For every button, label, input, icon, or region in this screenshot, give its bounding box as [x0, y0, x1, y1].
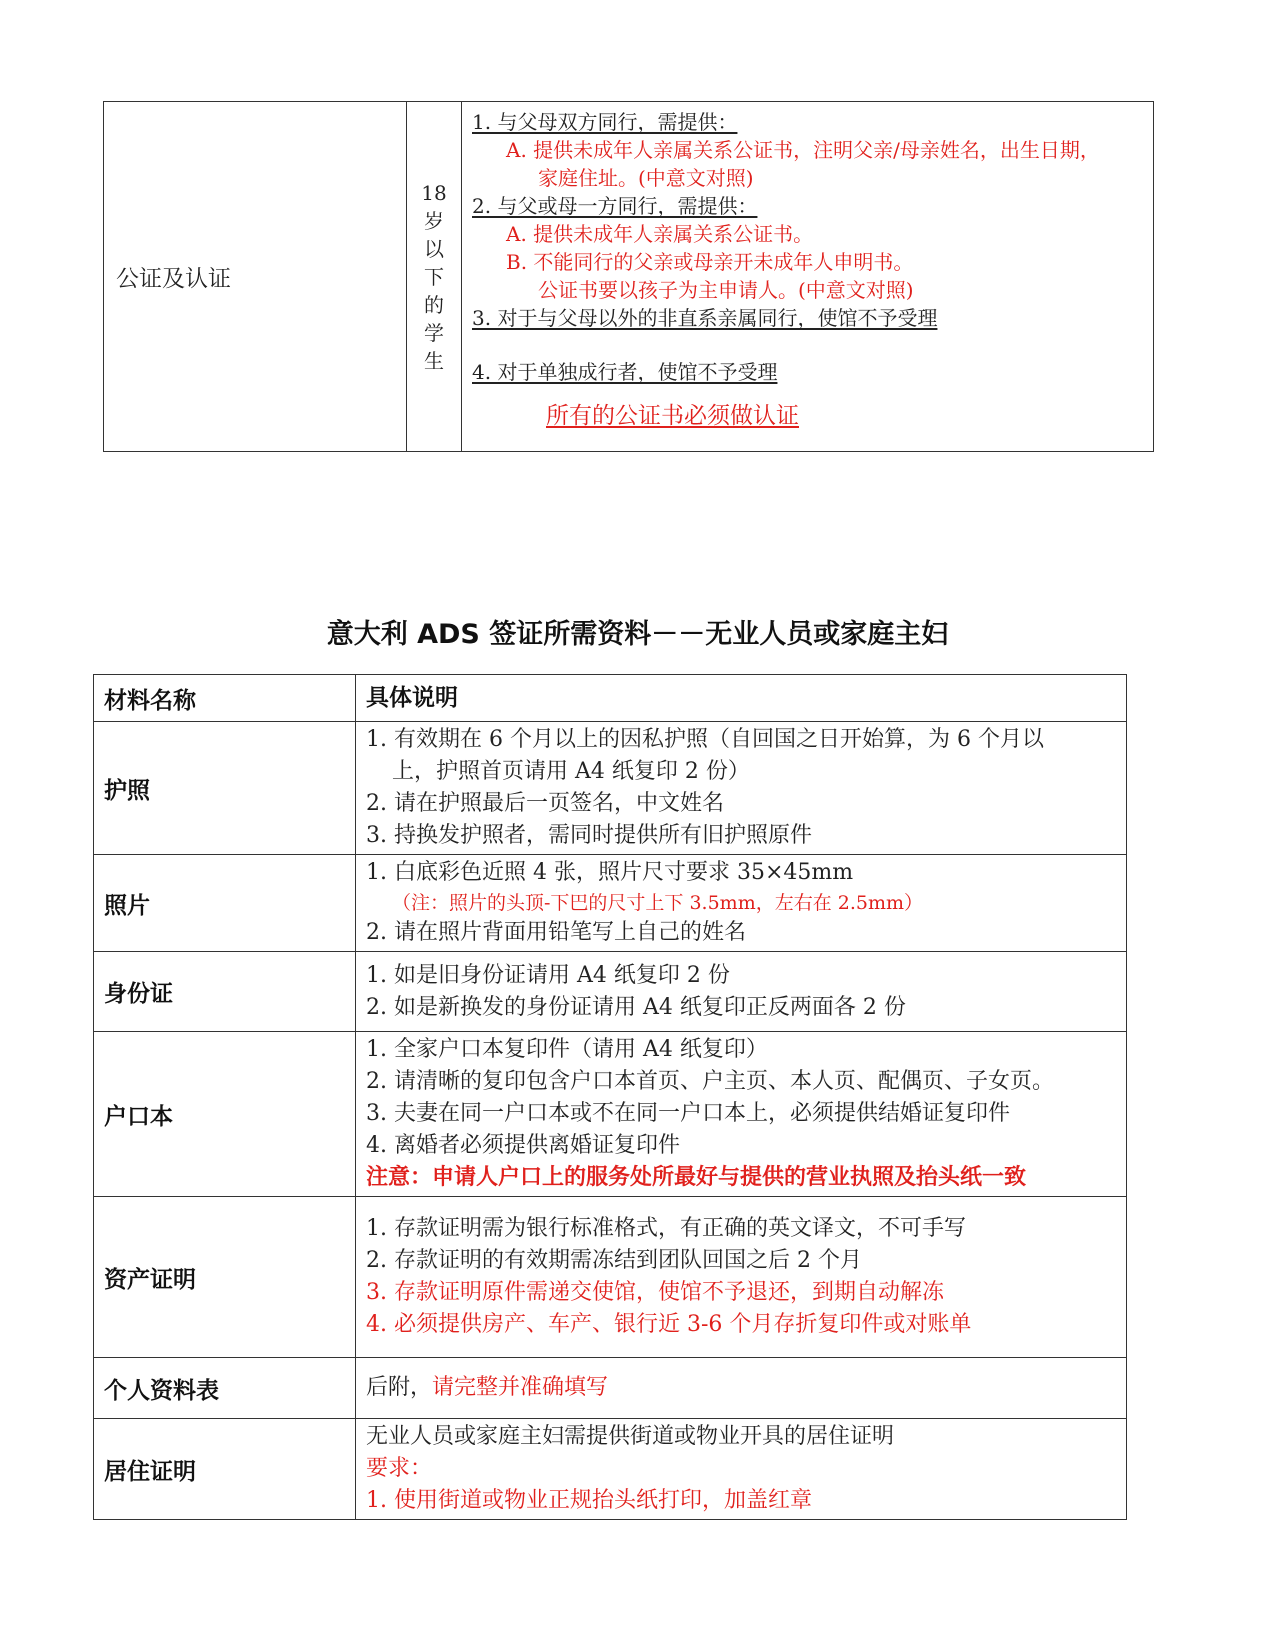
- material-description: [356, 1197, 1127, 1358]
- requirement-item: 1. 与父母双方同行，需提供：: [472, 110, 738, 134]
- desc-warning: 注意：申请人户口上的服务处所最好与提供的营业执照及抬头纸一致: [366, 1165, 1027, 1190]
- table-row: [104, 102, 1154, 452]
- age-group-char: 生: [424, 348, 444, 373]
- desc-line: 1. 使用街道或物业正规抬头纸打印，加盖红章: [366, 1488, 812, 1513]
- requirement-subitem: A. 提供未成年人亲属关系公证书，注明父亲/母亲姓名，出生日期，: [506, 138, 1100, 162]
- header-material-name: 材料名称: [94, 675, 356, 722]
- material-name: 护照: [94, 722, 356, 855]
- table-row: [94, 1358, 1127, 1419]
- requirement-subitem: A. 提供未成年人亲属关系公证书。: [506, 222, 814, 246]
- age-group-char: 学: [424, 320, 444, 345]
- material-description: [356, 722, 1127, 855]
- all-notary-note: 所有的公证书必须做认证: [546, 403, 799, 429]
- materials-table: [93, 674, 1127, 1520]
- category-cell: 公证及认证: [104, 102, 407, 452]
- desc-line: 1. 白底彩色近照 4 张，照片尺寸要求 35×45mm: [366, 860, 854, 885]
- material-description: [356, 1032, 1127, 1197]
- age-group-cell: [407, 102, 462, 452]
- age-group-char: 岁: [424, 208, 444, 233]
- requirement-subitem: B. 不能同行的父亲或母亲开未成年人申明书。: [506, 250, 914, 274]
- desc-line: 1. 如是旧身份证请用 A4 纸复印 2 份: [366, 962, 730, 988]
- material-name: 居住证明: [94, 1419, 356, 1520]
- desc-line: 2. 存款证明的有效期需冻结到团队回国之后 2 个月: [366, 1248, 862, 1273]
- material-description: [356, 1419, 1127, 1520]
- material-description: [356, 1358, 1127, 1419]
- desc-line: 要求：: [366, 1456, 433, 1481]
- requirement-item: 3. 对于与父母以外的非直系亲属同行，使馆不予受理: [472, 306, 938, 330]
- table-row: [94, 722, 1127, 855]
- desc-note: （注：照片的头顶-下巴的尺寸上下 3.5mm，左右在 2.5mm）: [392, 892, 923, 914]
- material-description: [356, 855, 1127, 952]
- desc-line: 2. 请在照片背面用铅笔写上自己的姓名: [366, 920, 746, 945]
- age-group-char: 的: [424, 292, 444, 317]
- requirement-item: 2. 与父或母一方同行，需提供：: [472, 194, 758, 218]
- desc-line: 1. 存款证明需为银行标准格式，有正确的英文译文，不可手写: [366, 1216, 966, 1241]
- page-title: 意大利 ADS 签证所需资料－－无业人员或家庭主妇: [326, 619, 949, 650]
- age-group-char: 下: [424, 264, 444, 289]
- requirement-subitem: 公证书要以孩子为主申请人。(中意文对照): [538, 278, 914, 302]
- desc-line: 4. 必须提供房产、车产、银行近 3-6 个月存折复印件或对账单: [366, 1312, 972, 1337]
- desc-line: 2. 如是新换发的身份证请用 A4 纸复印正反两面各 2 份: [366, 994, 906, 1020]
- desc-line: 后附，: [366, 1375, 433, 1400]
- desc-line: 2. 请清晰的复印包含户口本首页、户主页、本人页、配偶页、子女页。: [366, 1069, 1054, 1094]
- material-name: 户口本: [94, 1032, 356, 1197]
- requirements-cell: [462, 102, 1154, 452]
- desc-line: 2. 请在护照最后一页签名，中文姓名: [366, 791, 724, 816]
- age-group-char: 18: [421, 180, 447, 205]
- header-description: 具体说明: [356, 675, 1127, 722]
- table-row: [94, 1419, 1127, 1520]
- table-row: [94, 1032, 1127, 1197]
- requirement-item: 4. 对于单独成行者，使馆不予受理: [472, 360, 778, 384]
- desc-line: 1. 全家户口本复印件（请用 A4 纸复印）: [366, 1037, 768, 1062]
- table-header-row: [94, 675, 1127, 722]
- material-name: 照片: [94, 855, 356, 952]
- table-row: [94, 855, 1127, 952]
- notarization-table: [103, 101, 1154, 452]
- desc-line: 上，护照首页请用 A4 纸复印 2 份）: [392, 759, 750, 784]
- material-name: 个人资料表: [94, 1358, 356, 1419]
- table-row: [94, 952, 1127, 1032]
- table-row: [94, 1197, 1127, 1358]
- desc-line: 无业人员或家庭主妇需提供街道或物业开具的居住证明: [366, 1424, 895, 1449]
- age-group-char: 以: [424, 236, 444, 261]
- desc-line: 1. 有效期在 6 个月以上的因私护照（自回国之日开始算，为 6 个月以: [366, 727, 1044, 752]
- desc-line-highlight: 请完整并准确填写: [432, 1375, 609, 1400]
- desc-line: 3. 存款证明原件需递交使馆，使馆不予退还，到期自动解冻: [366, 1280, 944, 1305]
- material-description: [356, 952, 1127, 1032]
- requirement-subitem: 家庭住址。(中意文对照): [538, 166, 754, 190]
- desc-line: 3. 夫妻在同一户口本或不在同一户口本上，必须提供结婚证复印件: [366, 1101, 1010, 1126]
- material-name: 身份证: [94, 952, 356, 1032]
- desc-line: 3. 持换发护照者，需同时提供所有旧护照原件: [366, 823, 812, 848]
- desc-line: 4. 离婚者必须提供离婚证复印件: [366, 1133, 680, 1158]
- material-name: 资产证明: [94, 1197, 356, 1358]
